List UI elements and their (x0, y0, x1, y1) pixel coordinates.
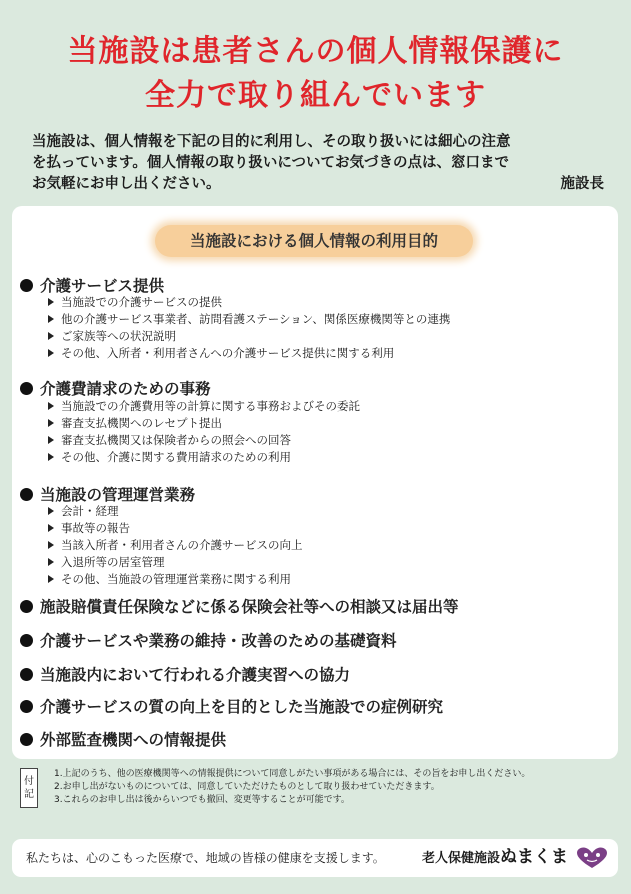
bullet-icon (20, 668, 33, 681)
note-line: 1.上記のうち、他の医療機関等への情報提供について同意しがたい事項がある場合には、その旨をお申し出ください。 (54, 769, 531, 779)
bullet-icon (20, 382, 33, 395)
facility-name: 老人保健施設ぬまくま (421, 847, 568, 867)
triangle-bullet-icon (48, 436, 54, 444)
category-title: 外部監査機関への情報提供 (40, 731, 227, 749)
triangle-bullet-icon (48, 524, 54, 532)
category-6 (20, 665, 350, 685)
category-3-items (48, 503, 303, 588)
category-5 (20, 631, 397, 651)
purpose-title-badge: 当施設における個人情報の利用目的 (155, 225, 473, 257)
bullet-icon (20, 733, 33, 746)
bullet-icon (20, 488, 33, 501)
bullet-icon (20, 600, 33, 613)
list-item: 当施設での介護費用等の計算に関する事務およびその委託 (48, 398, 360, 415)
category-title: 介護サービスや業務の維持・改善のための基礎資料 (40, 632, 397, 650)
category-1-items (48, 294, 450, 362)
category-3 (20, 485, 195, 505)
category-title: 当施設内において行われる介護実習への協力 (40, 666, 351, 684)
list-item: ご家族等への状況説明 (48, 328, 450, 345)
triangle-bullet-icon (48, 558, 54, 566)
notes-label: 付 記 (20, 768, 38, 808)
footer-message: 私たちは、心のこもった医療で、地域の皆様の健康を支援します。 (26, 851, 385, 865)
category-7 (20, 697, 443, 717)
list-item: その他、入所者・利用者さんへの介護サービス提供に関する利用 (48, 345, 450, 362)
triangle-bullet-icon (48, 575, 54, 583)
category-2 (20, 379, 211, 399)
triangle-bullet-icon (48, 332, 54, 340)
category-4 (20, 597, 459, 617)
list-item: 当施設での介護サービスの提供 (48, 294, 450, 311)
triangle-bullet-icon (48, 402, 54, 410)
list-item: その他、介護に関する費用請求のための利用 (48, 449, 360, 466)
note-line: 3.これらのお申し出は後からいつでも撤回、変更等することが可能です。 (54, 795, 350, 805)
category-2-items (48, 398, 360, 466)
category-title: 介護費請求のための事務 (40, 380, 211, 398)
triangle-bullet-icon (48, 298, 54, 306)
intro-text (32, 132, 604, 195)
bullet-icon (20, 634, 33, 647)
notes-list (54, 768, 530, 807)
intro-line-2: を払っています。個人情報の取り扱いについてお気づきの点は、窓口まで (32, 155, 510, 171)
bullet-icon (20, 279, 33, 292)
headline (0, 30, 631, 118)
list-item: 当該入所者・利用者さんの介護サービスの向上 (48, 537, 303, 554)
category-title: 当施設の管理運営業務 (40, 486, 196, 504)
list-item: 他の介護サービス事業者、訪問看護ステーション、関係医療機関等との連携 (48, 311, 450, 328)
note-line: 2.お申し出がないものについては、同意していただけたものとして取り扱わせていただきます。 (54, 782, 440, 792)
category-8 (20, 730, 226, 750)
triangle-bullet-icon (48, 507, 54, 515)
list-item: 入退所等の居室管理 (48, 554, 303, 571)
bullet-icon (20, 700, 33, 713)
list-item: 事故等の報告 (48, 520, 303, 537)
list-item: 審査支払機関へのレセプト提出 (48, 415, 360, 432)
list-item: その他、当施設の管理運営業務に関する利用 (48, 571, 303, 588)
footer (12, 839, 618, 877)
triangle-bullet-icon (48, 453, 54, 461)
triangle-bullet-icon (48, 419, 54, 427)
category-title: 介護サービスの質の向上を目的とした当施設での症例研究 (40, 698, 444, 716)
intro-line-1: 当施設は、個人情報を下記の目的に利用し、その取り扱いには細心の注意 (32, 134, 511, 150)
category-title: 介護サービス提供 (40, 277, 165, 295)
triangle-bullet-icon (48, 315, 54, 323)
list-item: 審査支払機関又は保険者からの照会への回答 (48, 432, 360, 449)
facility-logo-icon (576, 847, 608, 869)
list-item: 会計・経理 (48, 503, 303, 520)
headline-line-2: 全力で取り組んでいます (145, 78, 486, 113)
intro-line-3: お気軽にお申し出ください。 (32, 176, 221, 192)
category-title: 施設賠償責任保険などに係る保険会社等への相談又は届出等 (40, 598, 459, 616)
category-1 (20, 276, 164, 296)
triangle-bullet-icon (48, 541, 54, 549)
headline-line-1: 当施設は患者さんの個人情報保護に (67, 34, 564, 69)
signature: 施設長 (560, 176, 604, 192)
triangle-bullet-icon (48, 349, 54, 357)
